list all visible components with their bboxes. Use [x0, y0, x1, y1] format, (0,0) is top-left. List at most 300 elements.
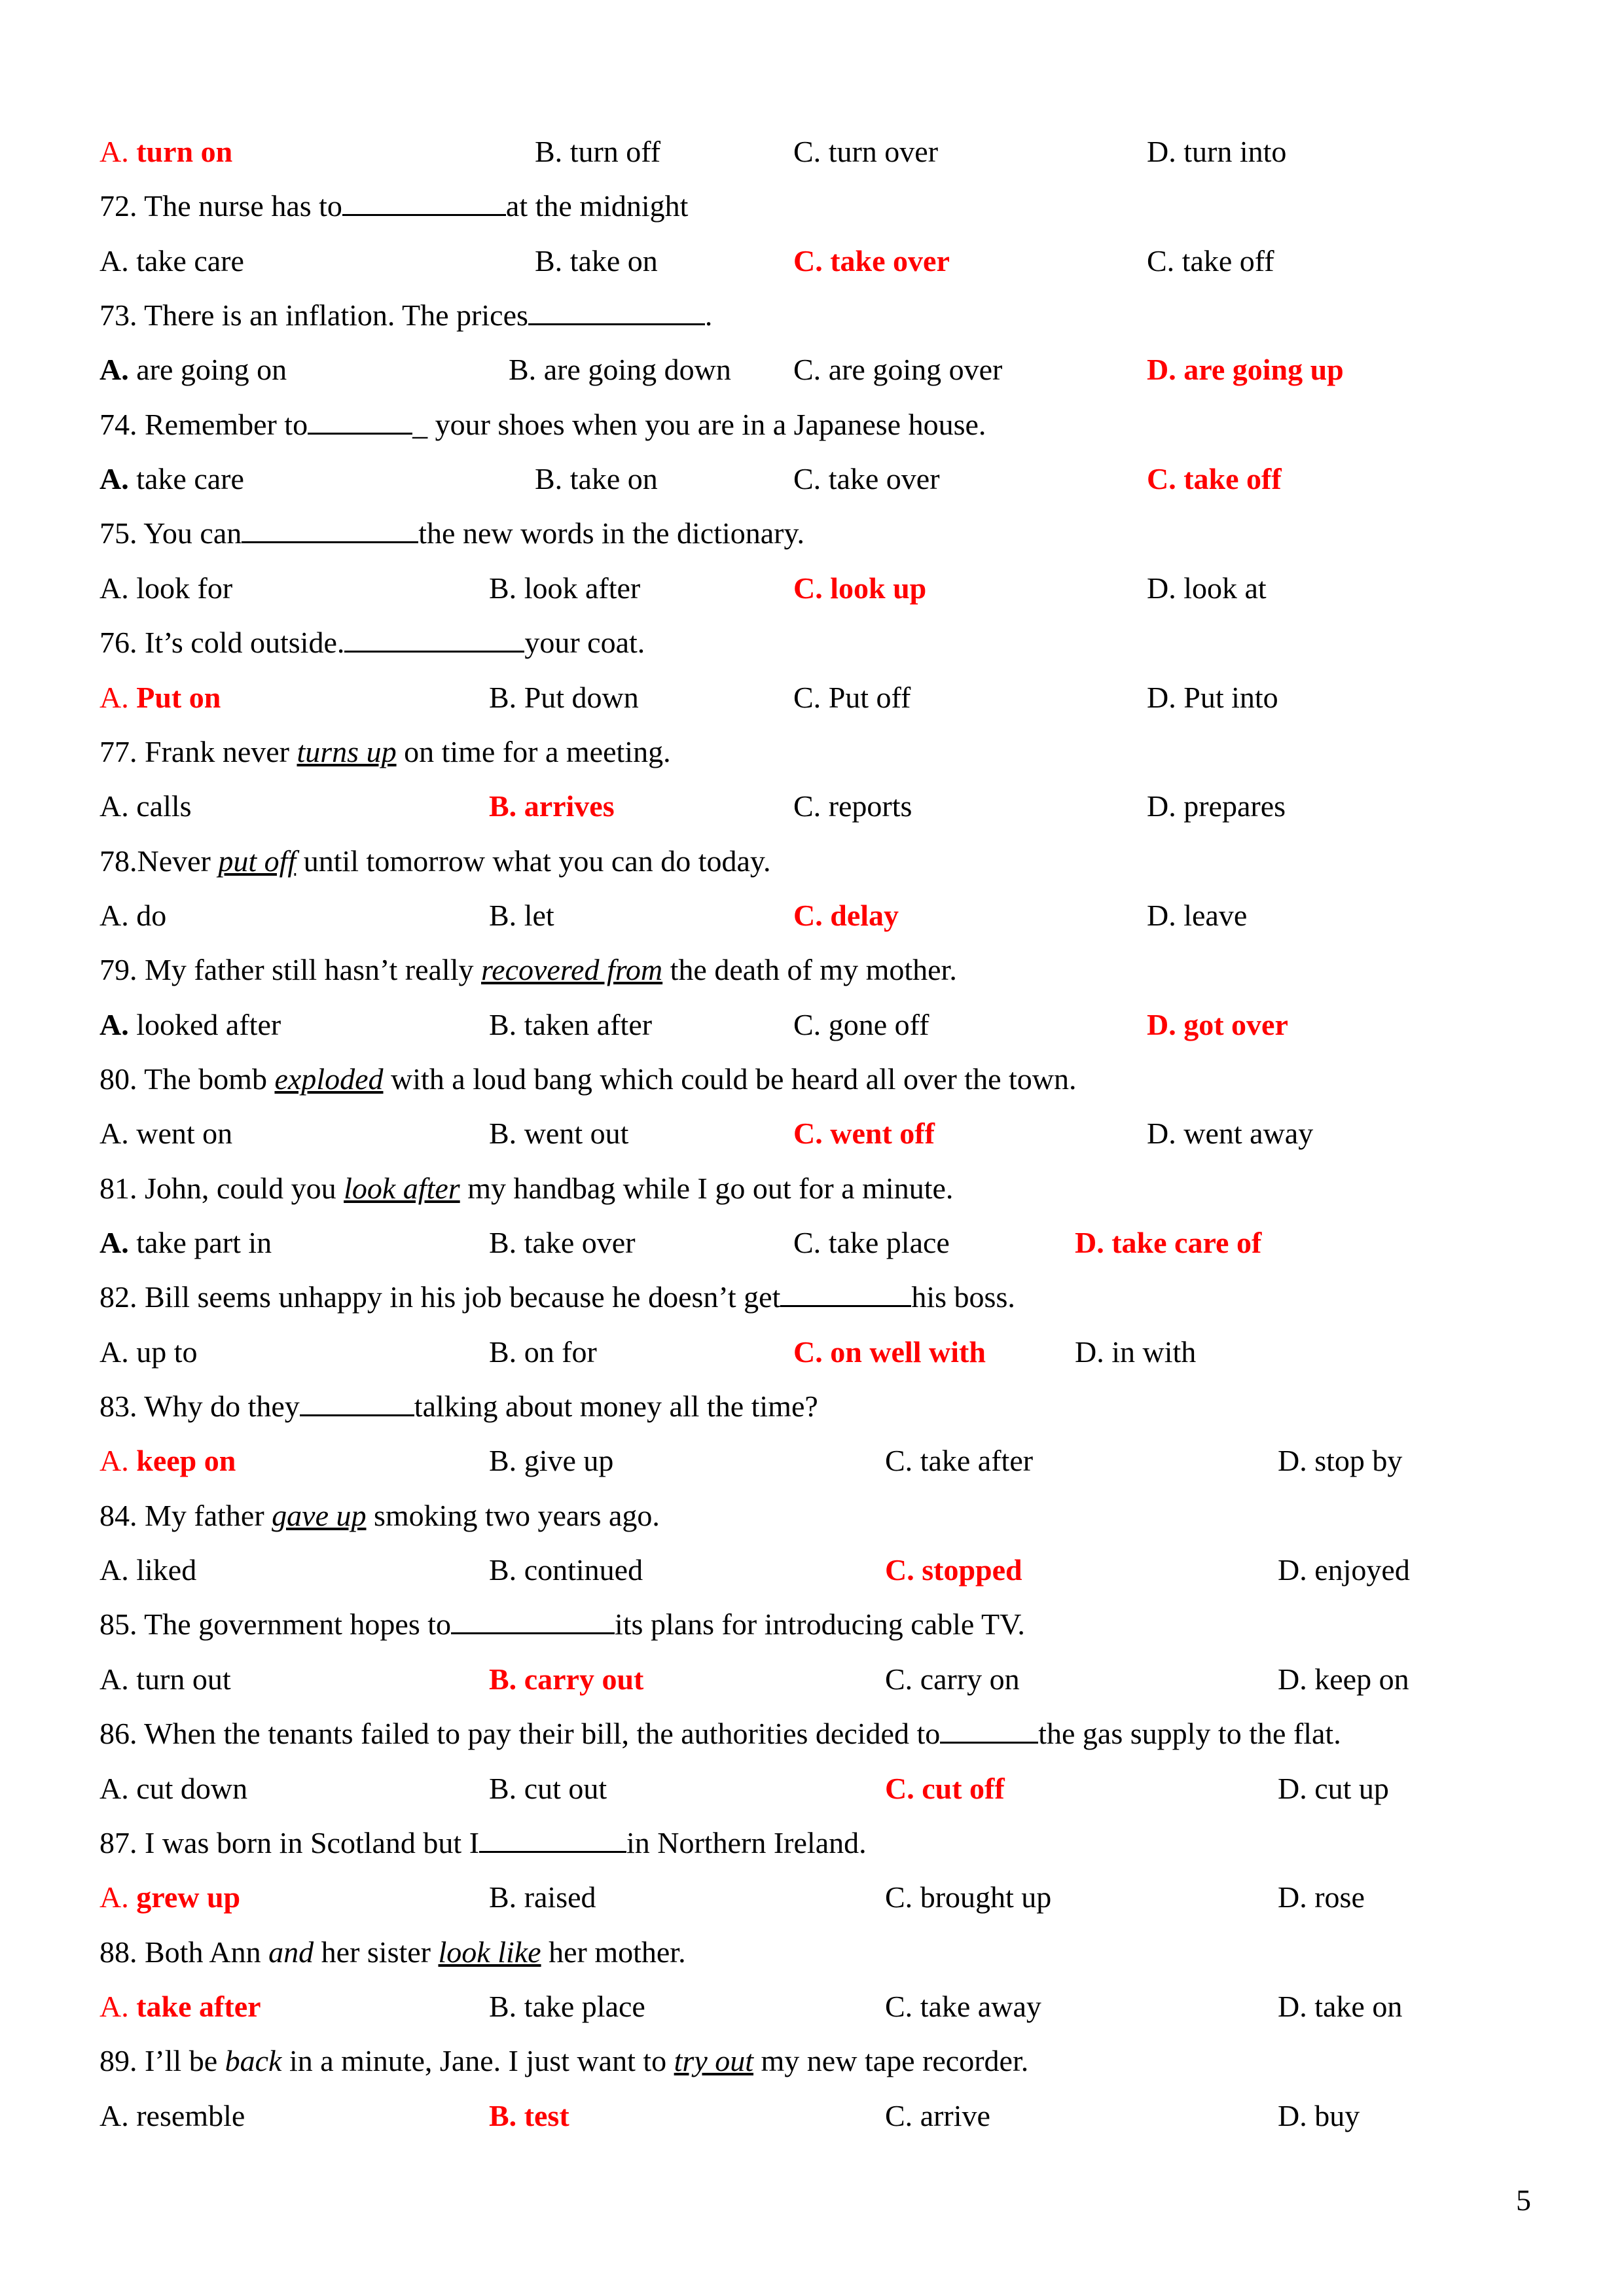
question-text: his boss.	[911, 1280, 1015, 1314]
option-letter: A.	[99, 681, 129, 714]
answer-option-correct	[885, 1761, 1005, 1816]
option-letter: A.	[99, 1117, 129, 1150]
option-letter: C.	[793, 1008, 821, 1041]
option-letter: C.	[885, 1772, 914, 1805]
answer-option	[489, 1543, 643, 1598]
option-letter: D.	[1147, 1008, 1176, 1041]
option-text: continued	[524, 1553, 643, 1587]
option-text: Put into	[1183, 681, 1278, 714]
option-text: leave	[1183, 899, 1248, 932]
question-text: until tomorrow what you can do today.	[296, 844, 771, 878]
option-letter: D.	[1075, 1226, 1104, 1259]
option-text: buy	[1314, 2099, 1360, 2132]
question-text: 81. John, could you	[99, 1172, 344, 1205]
option-letter: C.	[793, 789, 821, 823]
option-text: take on	[1314, 1990, 1403, 2023]
question-text: 77. Frank never	[99, 735, 297, 768]
underlined-phrase: gave up	[272, 1499, 367, 1532]
option-letter: B.	[489, 1008, 517, 1041]
option-text: went away	[1183, 1117, 1314, 1150]
answer-option-correct	[489, 1652, 643, 1707]
question-text: in a minute, Jane. I just want to	[281, 2044, 674, 2077]
question-line	[99, 506, 804, 561]
option-text: calls	[136, 789, 192, 823]
option-letter: C.	[885, 1880, 913, 1914]
option-letter: C.	[793, 244, 823, 278]
option-letter: A.	[99, 1662, 129, 1696]
answer-option	[535, 124, 660, 179]
underlined-phrase: recovered from	[480, 953, 663, 986]
option-letter: B.	[489, 1226, 517, 1259]
question-line	[99, 615, 645, 670]
option-text: carry out	[524, 1662, 644, 1696]
answer-option-correct	[99, 124, 232, 179]
answer-option	[489, 997, 652, 1052]
underlined-phrase: look after	[344, 1172, 460, 1205]
option-letter: D.	[1278, 1880, 1307, 1914]
option-text: take away	[920, 1990, 1041, 2023]
question-line	[99, 288, 712, 343]
answer-option	[1278, 1652, 1409, 1707]
answer-option	[99, 1106, 232, 1161]
option-text: raised	[524, 1880, 596, 1914]
option-text: resemble	[136, 2099, 245, 2132]
option-letter: B.	[489, 1553, 517, 1587]
answer-option	[99, 888, 166, 943]
option-letter: D.	[1147, 899, 1176, 932]
answer-option-correct	[99, 1979, 261, 2034]
option-text: Put on	[136, 681, 221, 714]
option-letter: A.	[99, 899, 129, 932]
answer-option	[535, 234, 658, 289]
answer-option	[1278, 1543, 1410, 1598]
option-text: take part in	[136, 1226, 272, 1259]
question-line	[99, 2034, 1028, 2089]
option-text: cut out	[524, 1772, 607, 1805]
answer-option-correct	[489, 779, 615, 834]
question-text: .	[704, 298, 713, 332]
option-letter: D.	[1278, 1990, 1307, 2023]
answer-option	[1278, 1433, 1402, 1488]
option-text: do	[136, 899, 167, 932]
option-text: give up	[524, 1444, 614, 1477]
question-text: with a loud bang which could be heard all over the town.	[383, 1062, 1077, 1096]
option-text: up to	[136, 1335, 198, 1369]
answer-option	[1147, 124, 1286, 179]
option-letter: C.	[793, 353, 821, 386]
question-line	[99, 179, 688, 234]
answer-blank	[300, 1386, 414, 1416]
option-letter: C.	[793, 135, 821, 168]
answer-blank	[451, 1604, 615, 1634]
option-letter: C.	[885, 2099, 913, 2132]
italic-word: back	[225, 2044, 282, 2077]
question-line	[99, 1379, 818, 1434]
option-letter: C.	[885, 1662, 913, 1696]
answer-option	[793, 342, 1002, 397]
option-text: keep on	[136, 1444, 236, 1477]
answer-blank	[528, 295, 705, 325]
answer-option-correct	[1075, 1215, 1261, 1270]
question-text: 78.Never	[99, 844, 219, 878]
answer-option	[509, 342, 731, 397]
option-text: rose	[1314, 1880, 1365, 1914]
question-text: 82. Bill seems unhappy in his job because he doesn’t get	[99, 1280, 781, 1314]
question-text: 83. Why do they	[99, 1390, 300, 1423]
question-text: the gas supply to the flat.	[1038, 1717, 1341, 1750]
option-text: look for	[136, 571, 233, 605]
option-text: gone off	[828, 1008, 929, 1041]
option-letter: B.	[535, 244, 563, 278]
answer-option	[885, 1652, 1020, 1707]
option-text: take care	[136, 244, 244, 278]
answer-option	[1147, 670, 1278, 725]
option-letter: B.	[489, 681, 517, 714]
answer-option	[99, 1652, 231, 1707]
option-text: in with	[1111, 1335, 1197, 1369]
question-text: 76. It’s cold outside.	[99, 626, 345, 659]
question-line	[99, 1161, 953, 1216]
answer-option-correct	[1147, 452, 1282, 507]
question-text: 73. There is an inflation. The prices	[99, 298, 528, 332]
answer-option	[99, 342, 287, 397]
option-letter: D.	[1147, 1117, 1176, 1150]
answer-option	[885, 1870, 1051, 1925]
answer-option	[99, 779, 192, 834]
answer-blank	[308, 404, 412, 435]
answer-option	[489, 670, 639, 725]
answer-option-correct	[99, 1433, 236, 1488]
question-text: 80. The bomb	[99, 1062, 275, 1096]
option-letter: B.	[489, 1880, 517, 1914]
page-number: 5	[1516, 2183, 1531, 2217]
question-text: 87. I was born in Scotland but I	[99, 1826, 480, 1859]
answer-option	[489, 1979, 645, 2034]
question-line	[99, 1597, 1025, 1652]
answer-option	[99, 1543, 196, 1598]
option-text: liked	[136, 1553, 197, 1587]
option-letter: C.	[793, 1226, 821, 1259]
option-letter: C.	[1147, 462, 1176, 495]
answer-option-correct	[489, 2089, 569, 2144]
answer-option	[489, 888, 554, 943]
answer-option	[99, 1215, 272, 1270]
question-text: 88. Both Ann	[99, 1935, 269, 1969]
option-letter: A.	[99, 2099, 129, 2132]
answer-blank	[242, 512, 418, 543]
answer-option	[489, 1761, 607, 1816]
answer-option	[793, 124, 938, 179]
option-letter: D.	[1278, 1662, 1307, 1696]
option-letter: C.	[885, 1553, 914, 1587]
option-text: look at	[1183, 571, 1267, 605]
option-text: stopped	[922, 1553, 1022, 1587]
option-letter: B.	[489, 571, 517, 605]
answer-option	[99, 997, 281, 1052]
question-line	[99, 1270, 1015, 1325]
question-text: _ your shoes when you are in a Japanese house.	[412, 408, 986, 441]
answer-blank	[479, 1822, 626, 1853]
option-text: on well with	[830, 1335, 986, 1369]
answer-option	[99, 452, 244, 507]
option-letter: B.	[489, 1772, 517, 1805]
underlined-phrase: try out	[674, 2044, 754, 2077]
option-text: are going on	[136, 353, 287, 386]
answer-option	[99, 234, 244, 289]
option-text: are going down	[543, 353, 731, 386]
question-line	[99, 1488, 660, 1543]
option-letter: B.	[489, 899, 517, 932]
option-text: looked after	[136, 1008, 281, 1041]
option-text: turn off	[569, 135, 661, 168]
question-text: 72. The nurse has to	[99, 189, 342, 223]
underlined-phrase: exploded	[274, 1062, 384, 1096]
answer-option	[793, 997, 929, 1052]
answer-option-correct	[793, 888, 899, 943]
question-line	[99, 942, 957, 997]
option-text: delay	[830, 899, 899, 932]
question-text: talking about money all the time?	[414, 1390, 818, 1423]
option-text: enjoyed	[1314, 1553, 1410, 1587]
option-text: went on	[136, 1117, 233, 1150]
answer-option	[489, 561, 640, 616]
option-text: take after	[920, 1444, 1034, 1477]
question-text: in Northern Ireland.	[626, 1826, 867, 1859]
option-text: take over	[828, 462, 940, 495]
answer-blank	[940, 1713, 1038, 1744]
option-text: let	[524, 899, 554, 932]
option-letter: C.	[793, 899, 823, 932]
option-letter: B.	[509, 353, 537, 386]
answer-option-correct	[99, 670, 221, 725]
question-text: its plans for introducing cable TV.	[615, 1607, 1025, 1641]
option-text: take over	[830, 244, 950, 278]
answer-option	[1147, 561, 1267, 616]
option-text: cut down	[136, 1772, 248, 1805]
option-letter: B.	[489, 1444, 517, 1477]
option-letter: C.	[793, 571, 823, 605]
answer-option	[489, 1106, 628, 1161]
option-letter: C.	[793, 1117, 823, 1150]
option-text: reports	[828, 789, 912, 823]
answer-option	[99, 1325, 198, 1380]
option-letter: D.	[1278, 1444, 1307, 1477]
option-text: went out	[524, 1117, 629, 1150]
question-text: my new tape recorder.	[753, 2044, 1029, 2077]
answer-option-correct	[1147, 997, 1288, 1052]
question-text: the death of my mother.	[662, 953, 957, 986]
question-text: the new words in the dictionary.	[418, 516, 805, 550]
option-letter: B.	[489, 789, 517, 823]
answer-blank	[342, 185, 506, 216]
option-text: take place	[828, 1226, 950, 1259]
answer-option	[489, 1870, 596, 1925]
option-letter: C.	[793, 681, 821, 714]
answer-option	[1278, 1761, 1389, 1816]
option-letter: D.	[1278, 2099, 1307, 2132]
option-letter: C.	[793, 1335, 823, 1369]
option-text: turn on	[136, 135, 233, 168]
answer-blank	[780, 1276, 911, 1307]
option-text: take care	[136, 462, 244, 495]
option-letter: C.	[1147, 244, 1175, 278]
question-line	[99, 725, 671, 780]
answer-option	[793, 670, 911, 725]
option-text: take place	[524, 1990, 645, 2023]
answer-option	[1147, 1106, 1313, 1161]
answer-option	[1278, 1870, 1365, 1925]
underlined-phrase: put off	[218, 844, 297, 878]
question-text: smoking two years ago.	[366, 1499, 660, 1532]
question-line	[99, 1816, 867, 1871]
option-text: brought up	[920, 1880, 1052, 1914]
option-text: are going up	[1183, 353, 1344, 386]
option-letter: A.	[99, 462, 129, 495]
option-letter: A.	[99, 1990, 129, 2023]
question-text: 74. Remember to	[99, 408, 308, 441]
answer-option	[1147, 779, 1286, 834]
option-letter: A.	[99, 789, 129, 823]
answer-option	[793, 1215, 950, 1270]
answer-option	[1278, 1979, 1402, 2034]
answer-option	[885, 2089, 990, 2144]
option-letter: A.	[99, 1772, 129, 1805]
option-letter: B.	[535, 135, 563, 168]
answer-option-correct	[99, 1870, 240, 1925]
option-text: arrives	[524, 789, 615, 823]
question-line	[99, 1706, 1341, 1761]
option-letter: B.	[489, 1990, 517, 2023]
question-text: 84. My father	[99, 1499, 272, 1532]
option-letter: A.	[99, 571, 129, 605]
option-text: turn out	[136, 1662, 231, 1696]
option-letter: A.	[99, 1335, 129, 1369]
underlined-phrase: look like	[438, 1935, 541, 1969]
option-text: keep on	[1314, 1662, 1409, 1696]
option-text: turn over	[828, 135, 939, 168]
option-text: Put down	[524, 681, 639, 714]
option-letter: D.	[1075, 1335, 1104, 1369]
answer-option	[885, 1433, 1033, 1488]
option-letter: C.	[885, 1444, 913, 1477]
option-letter: B.	[489, 1662, 517, 1696]
option-letter: A.	[99, 1226, 129, 1259]
answer-option-correct	[793, 561, 926, 616]
answer-option-correct	[885, 1543, 1022, 1598]
option-text: are going over	[828, 353, 1003, 386]
option-letter: C.	[793, 462, 821, 495]
question-text: her sister	[314, 1935, 439, 1969]
question-text: 85. The government hopes to	[99, 1607, 451, 1641]
option-text: take off	[1183, 462, 1282, 495]
option-text: carry on	[920, 1662, 1020, 1696]
answer-option-correct	[793, 234, 950, 289]
option-text: take after	[136, 1990, 261, 2023]
question-text: on time for a meeting.	[396, 735, 671, 768]
option-text: take off	[1182, 244, 1274, 278]
question-text: 75. You can	[99, 516, 242, 550]
option-text: test	[524, 2099, 569, 2132]
option-letter: A.	[99, 353, 129, 386]
question-text: 79. My father still hasn’t really	[99, 953, 481, 986]
option-letter: A.	[99, 1553, 129, 1587]
option-letter: A.	[99, 1880, 129, 1914]
option-text: grew up	[136, 1880, 241, 1914]
option-text: look up	[830, 571, 927, 605]
option-text: taken after	[524, 1008, 653, 1041]
option-letter: A.	[99, 244, 129, 278]
option-text: take care of	[1111, 1226, 1262, 1259]
option-text: Put off	[828, 681, 911, 714]
option-text: arrive	[920, 2099, 990, 2132]
option-letter: C.	[885, 1990, 913, 2023]
option-letter: D.	[1147, 135, 1176, 168]
option-letter: A.	[99, 135, 129, 168]
question-line	[99, 834, 770, 889]
option-text: on for	[524, 1335, 597, 1369]
option-letter: A.	[99, 1008, 129, 1041]
option-text: cut off	[922, 1772, 1005, 1805]
underlined-phrase: turns up	[297, 735, 397, 768]
option-letter: D.	[1147, 571, 1176, 605]
question-text: 89. I’ll be	[99, 2044, 225, 2077]
option-text: take on	[569, 462, 658, 495]
answer-option	[793, 452, 940, 507]
answer-option	[535, 452, 658, 507]
option-letter: B.	[489, 2099, 517, 2132]
question-text: 86. When the tenants failed to pay their bill, the authorities decided to	[99, 1717, 941, 1750]
option-text: turn into	[1183, 135, 1287, 168]
option-letter: D.	[1147, 353, 1176, 386]
option-letter: A.	[99, 1444, 129, 1477]
answer-option	[1147, 234, 1274, 289]
answer-option-correct	[1147, 342, 1344, 397]
option-letter: B.	[489, 1335, 517, 1369]
answer-option	[99, 561, 232, 616]
question-text: your coat.	[524, 626, 645, 659]
answer-option	[1278, 2089, 1360, 2144]
answer-option	[1075, 1325, 1196, 1380]
answer-option-correct	[793, 1106, 935, 1161]
option-text: prepares	[1183, 789, 1286, 823]
answer-option	[99, 2089, 245, 2144]
option-letter: D.	[1147, 681, 1176, 714]
question-text: my handbag while I go out for a minute.	[460, 1172, 954, 1205]
answer-option	[489, 1433, 613, 1488]
answer-blank	[344, 622, 524, 653]
answer-option	[489, 1325, 597, 1380]
option-text: stop by	[1314, 1444, 1403, 1477]
italic-word: and	[268, 1935, 314, 1969]
answer-option	[489, 1215, 636, 1270]
question-text: her mother.	[541, 1935, 686, 1969]
answer-option	[99, 1761, 247, 1816]
answer-option-correct	[793, 1325, 986, 1380]
answer-option	[1147, 888, 1247, 943]
option-letter: B.	[535, 462, 563, 495]
option-text: went off	[830, 1117, 935, 1150]
option-text: look after	[524, 571, 641, 605]
option-letter: D.	[1278, 1772, 1307, 1805]
option-text: take over	[524, 1226, 636, 1259]
answer-option	[793, 779, 912, 834]
answer-option	[885, 1979, 1041, 2034]
question-line	[99, 397, 986, 452]
question-line	[99, 1052, 1077, 1107]
option-letter: D.	[1147, 789, 1176, 823]
option-text: cut up	[1314, 1772, 1389, 1805]
option-text: got over	[1183, 1008, 1288, 1041]
